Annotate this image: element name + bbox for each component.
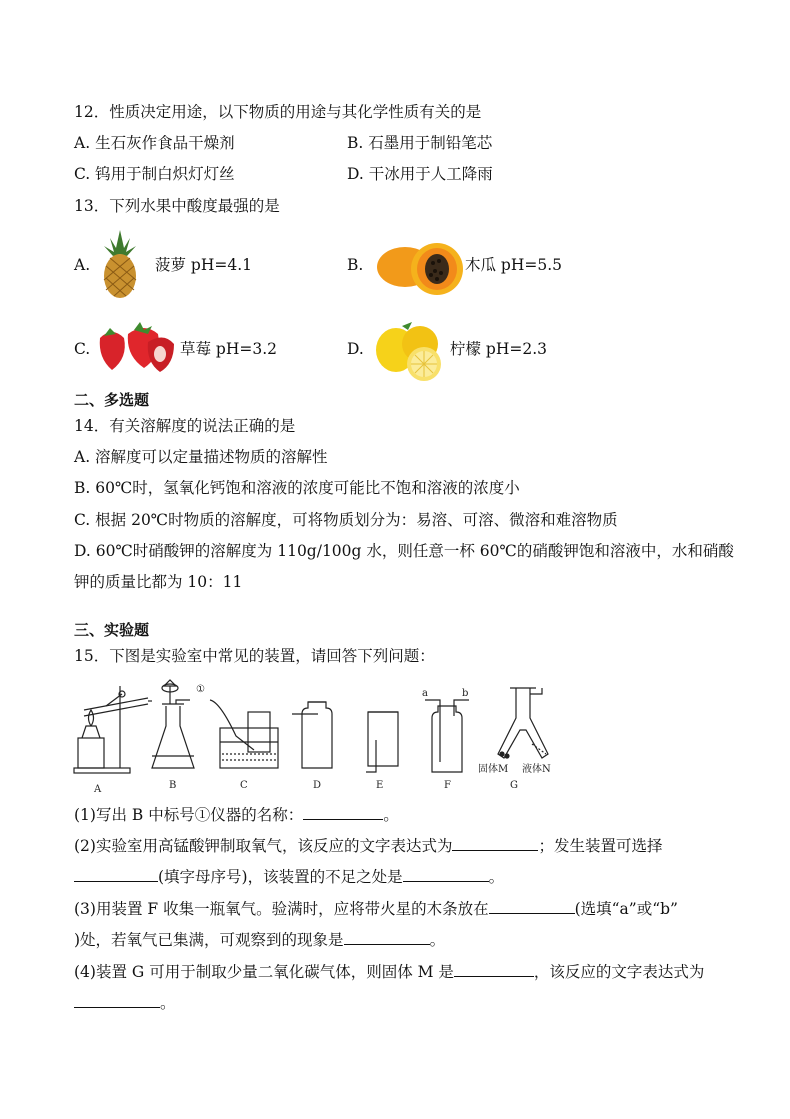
answer-blank-8[interactable]	[74, 991, 160, 1008]
apparatus-e	[366, 712, 398, 772]
q13-option-d-letter: D.	[347, 340, 364, 358]
q15-part-4-line1: (4)装置 G 可用于制取少量二氧化碳气体，则固体 M 是 ，该反应的文字表达式为	[74, 960, 704, 983]
q15-part-3-line2: )处，若氧气已集满，可观察到的现象是 。	[74, 928, 445, 951]
pineapple-icon	[96, 226, 144, 300]
q14-stem: 14．有关溶解度的说法正确的是	[74, 417, 296, 435]
q14-option-d-line2: 钾的质量比都为 10：11	[74, 573, 243, 591]
apparatus-b	[152, 680, 194, 768]
q13-option-c-letter: C.	[74, 340, 91, 358]
q15-stem: 15．下图是实验室中常见的装置，请回答下列问题：	[74, 647, 435, 665]
figure-label-g: G	[510, 780, 518, 791]
q14-option-b: B. 60℃时，氢氧化钙饱和溶液的浓度可能比不饱和溶液的浓度小	[74, 479, 520, 497]
q15-part-2-line1: (2)实验室用高锰酸钾制取氧气，该反应的文字表达式为 ；发生装置可选择	[74, 834, 662, 857]
q14-option-d-line1: D. 60℃时硝酸钾的溶解度为 110g/100g 水，则任意一杯 60℃的硝酸钾饱和溶液中，水和硝酸	[74, 542, 734, 560]
figure-label-f: F	[444, 780, 451, 791]
q15-part-2-line2: (填字母序号)，该装置的不足之处是 。	[74, 865, 504, 888]
q12-option-b: B. 石墨用于制铅笔芯	[347, 134, 493, 152]
apparatus-g	[498, 688, 548, 758]
q12-option-a: A. 生石灰作食品干燥剂	[74, 134, 235, 152]
q13-stem: 13．下列水果中酸度最强的是	[74, 197, 280, 215]
q15-part-4-line2: 。	[74, 991, 176, 1014]
answer-blank-3[interactable]	[74, 865, 158, 882]
section-3-title: 三、实验题	[74, 621, 150, 639]
figure-label-c: C	[240, 780, 248, 791]
figure-label-solid-m: 固体M	[478, 764, 509, 775]
apparatus-f	[425, 700, 469, 772]
q14-option-a: A. 溶解度可以定量描述物质的溶解性	[74, 448, 328, 466]
answer-blank-1[interactable]	[303, 803, 383, 820]
q13-option-c-label: 草莓 pH=3.2	[180, 340, 278, 358]
q13-option-a-label: 菠萝 pH=4.1	[155, 256, 253, 274]
apparatus-a	[74, 686, 152, 773]
q13-option-b-label: 木瓜 pH=5.5	[465, 256, 563, 274]
q14-option-c: C. 根据 20℃时物质的溶解度，可将物质划分为：易溶、可溶、微溶和难溶物质	[74, 511, 618, 529]
q15-part-1: (1)写出 B 中标号①仪器的名称： 。	[74, 803, 399, 826]
figure-label-tube-a: a	[422, 688, 428, 699]
lemon-icon	[372, 320, 448, 382]
q13-option-d-label: 柠檬 pH=2.3	[450, 340, 548, 358]
answer-blank-7[interactable]	[454, 960, 534, 977]
section-2-title: 二、多选题	[74, 391, 150, 409]
figure-label-liquid-n: 液体N	[522, 764, 551, 775]
figure-label-d: D	[313, 780, 322, 791]
q12-option-d: D. 干冰用于人工降雨	[347, 165, 493, 183]
answer-blank-6[interactable]	[344, 928, 430, 945]
q15-part-3-line1: (3)用装置 F 收集一瓶氧气。验满时，应将带火星的木条放在 (选填“a”或“b”	[74, 897, 678, 920]
answer-blank-5[interactable]	[489, 897, 575, 914]
q13-option-a-letter: A.	[74, 256, 91, 274]
q12-option-c: C. 钨用于制白炽灯灯丝	[74, 165, 235, 183]
figure-label-tube-b: b	[462, 688, 469, 699]
figure-marker-1: ①	[196, 684, 205, 695]
answer-blank-2[interactable]	[452, 834, 538, 851]
figure-label-a: A	[94, 784, 102, 795]
strawberry-icon	[94, 320, 178, 374]
apparatus-d	[292, 702, 332, 768]
q13-option-b-letter: B.	[347, 256, 364, 274]
answer-blank-4[interactable]	[403, 865, 489, 882]
figure-label-e: E	[376, 780, 384, 791]
figure-label-b: B	[169, 780, 177, 791]
q12-stem: 12．性质决定用途，以下物质的用途与其化学性质有关的是	[74, 103, 482, 121]
apparatus-c	[210, 700, 278, 768]
lab-apparatus-figure	[70, 676, 560, 796]
papaya-icon	[375, 233, 465, 301]
